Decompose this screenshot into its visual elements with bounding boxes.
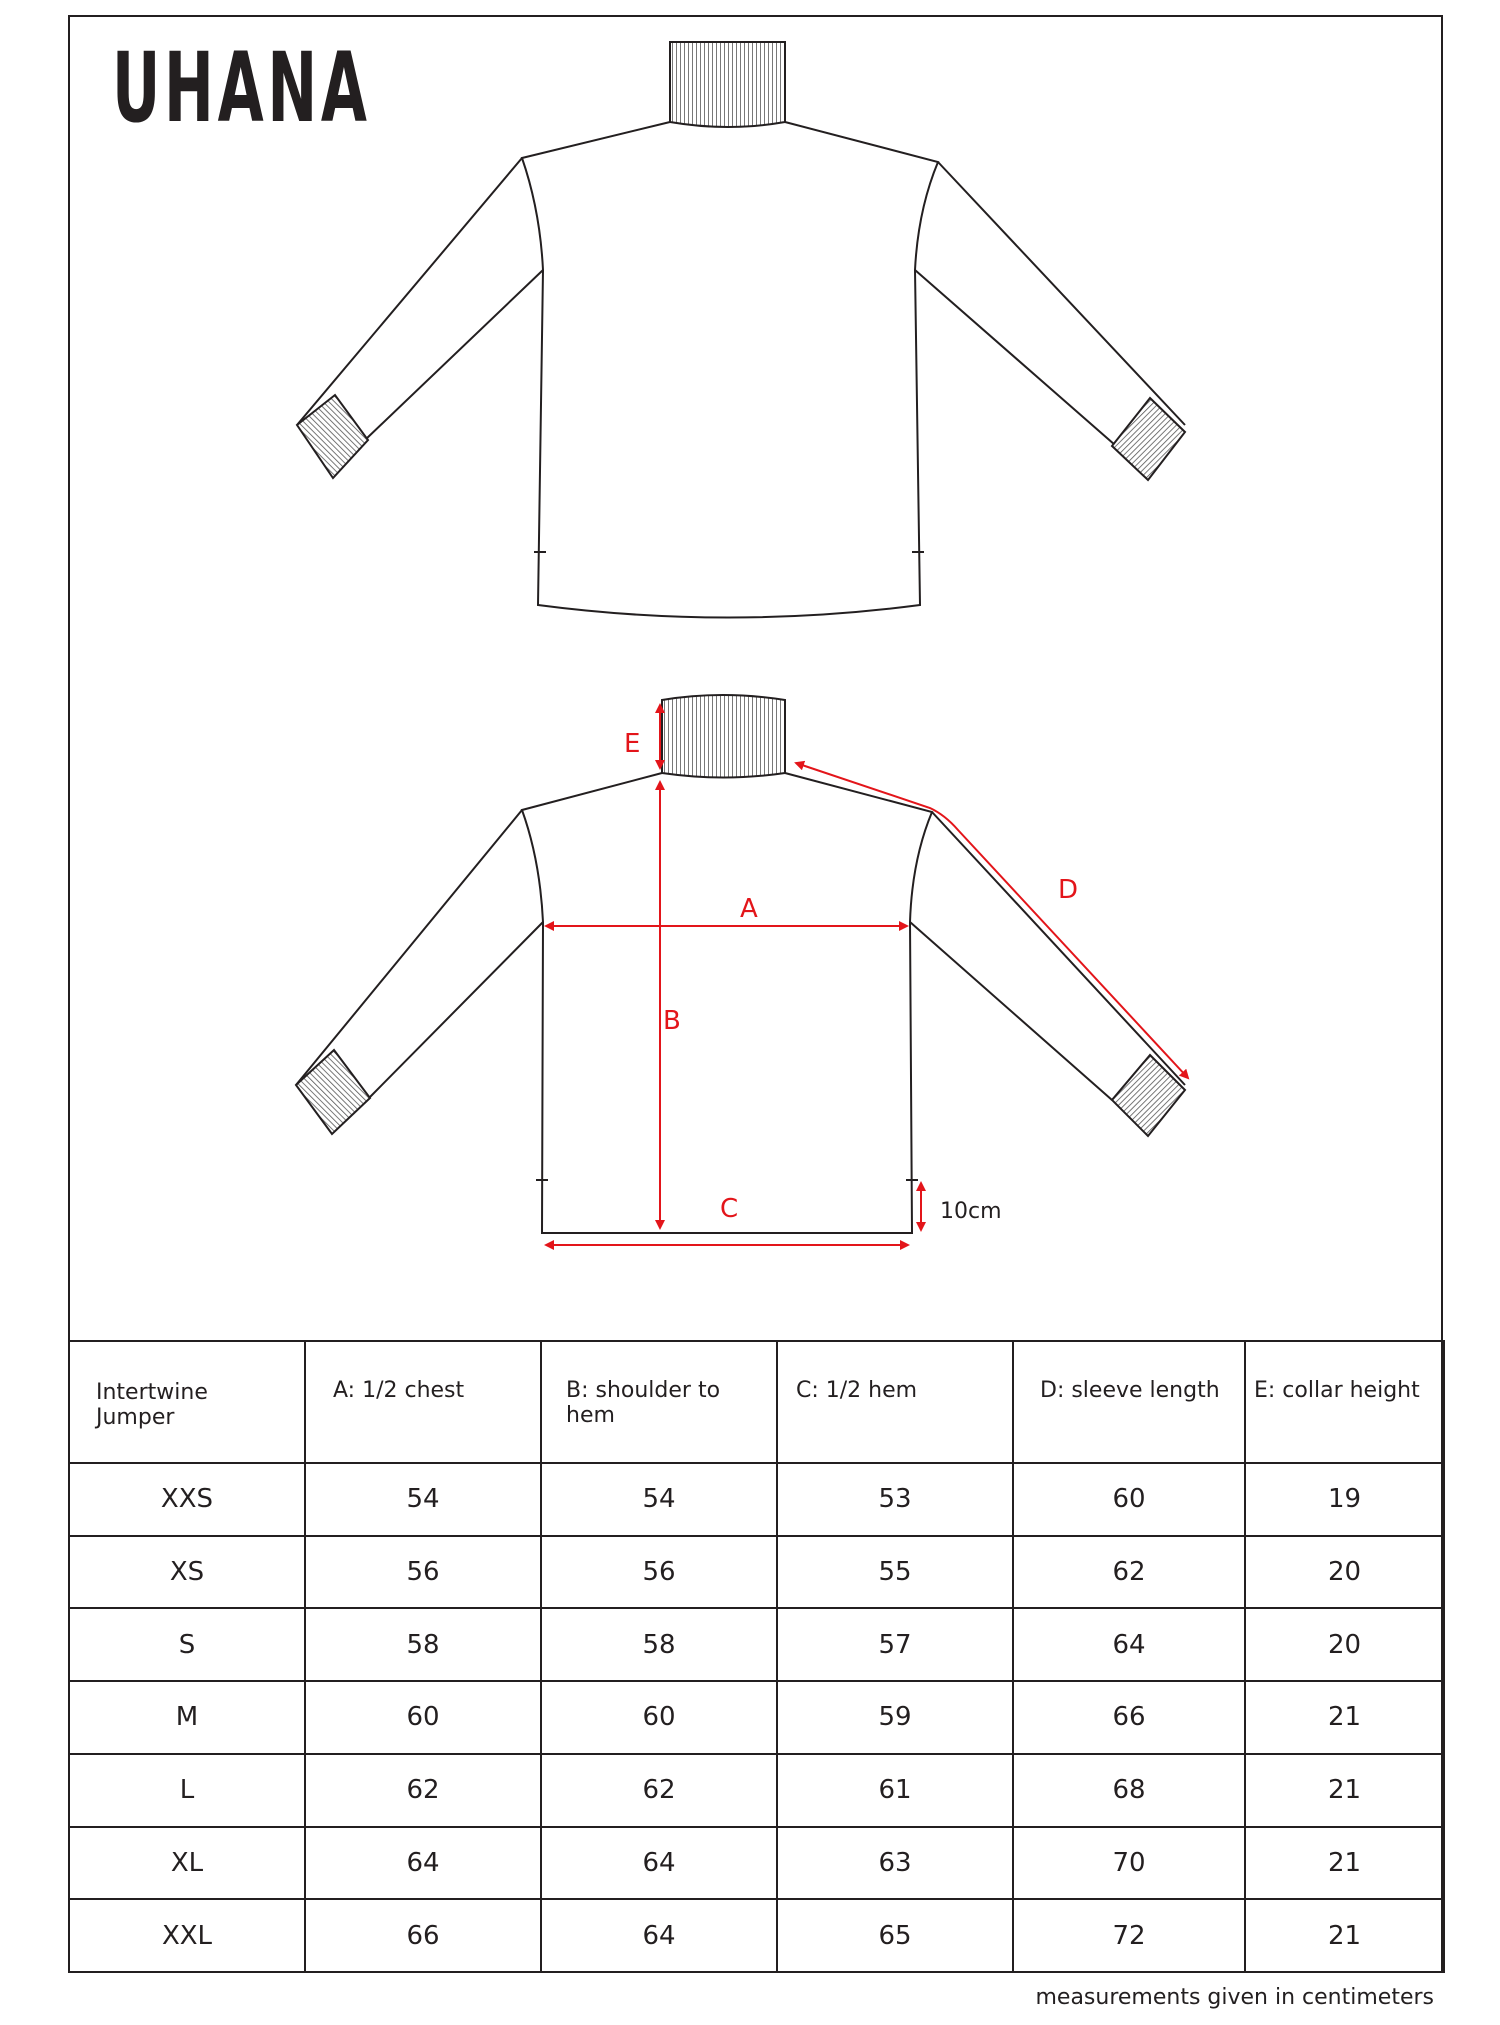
hem-cell: 57 xyxy=(777,1608,1013,1681)
collar-cell: 21 xyxy=(1245,1681,1444,1754)
size-cell: XXL xyxy=(69,1899,305,1972)
shoulder-cell: 60 xyxy=(541,1681,777,1754)
hem-cell: 61 xyxy=(777,1754,1013,1827)
table-row xyxy=(69,1463,1444,1536)
sleeve-cell: 72 xyxy=(1013,1899,1245,1972)
hem-cell: 55 xyxy=(777,1536,1013,1609)
label-c: C xyxy=(720,1194,739,1224)
header-hem: C: 1/2 hem xyxy=(777,1341,1013,1463)
shoulder-cell: 56 xyxy=(541,1536,777,1609)
sleeve-cell: 64 xyxy=(1013,1608,1245,1681)
sleeve-cell: 60 xyxy=(1013,1463,1245,1536)
label-b: B xyxy=(663,1006,681,1036)
measure-d-arrow xyxy=(796,763,1188,1078)
collar-cell: 20 xyxy=(1245,1608,1444,1681)
collar-cell: 21 xyxy=(1245,1754,1444,1827)
collar-cell: 19 xyxy=(1245,1463,1444,1536)
hem-cell: 59 xyxy=(777,1681,1013,1754)
sleeve-cell: 70 xyxy=(1013,1827,1245,1900)
chest-cell: 64 xyxy=(305,1827,541,1900)
size-table xyxy=(68,1340,1445,1973)
table-row xyxy=(69,1536,1444,1609)
size-cell: XXS xyxy=(69,1463,305,1536)
chest-cell: 66 xyxy=(305,1899,541,1972)
table-row xyxy=(69,1754,1444,1827)
hem-cell: 53 xyxy=(777,1463,1013,1536)
shoulder-cell: 64 xyxy=(541,1899,777,1972)
header-sleeve: D: sleeve length xyxy=(1013,1341,1245,1463)
header-collar: E: collar height xyxy=(1245,1341,1444,1463)
chest-cell: 58 xyxy=(305,1608,541,1681)
back-view-drawing xyxy=(296,695,1185,1233)
header-shoulder: B: shoulder to hem xyxy=(541,1341,777,1463)
hem-cell: 63 xyxy=(777,1827,1013,1900)
front-right-cuff xyxy=(1112,398,1185,480)
label-d: D xyxy=(1058,875,1079,905)
size-cell: L xyxy=(69,1754,305,1827)
table-row xyxy=(69,1608,1444,1681)
back-left-cuff xyxy=(296,1050,370,1134)
front-view-drawing xyxy=(297,42,1185,618)
shoulder-cell: 58 xyxy=(541,1608,777,1681)
chest-cell: 62 xyxy=(305,1754,541,1827)
header-garment: Intertwine Jumper xyxy=(69,1341,305,1463)
chest-cell: 56 xyxy=(305,1536,541,1609)
sleeve-cell: 66 xyxy=(1013,1681,1245,1754)
table-row xyxy=(69,1681,1444,1754)
chest-cell: 54 xyxy=(305,1463,541,1536)
units-note: measurements given in centimeters xyxy=(1035,1985,1434,2010)
chest-cell: 60 xyxy=(305,1681,541,1754)
sleeve-cell: 68 xyxy=(1013,1754,1245,1827)
table-row xyxy=(69,1899,1444,1972)
hem-cell: 65 xyxy=(777,1899,1013,1972)
shoulder-cell: 64 xyxy=(541,1827,777,1900)
shoulder-cell: 62 xyxy=(541,1754,777,1827)
sleeve-cell: 62 xyxy=(1013,1536,1245,1609)
size-cell: S xyxy=(69,1608,305,1681)
size-cell: M xyxy=(69,1681,305,1754)
label-slit: 10cm xyxy=(940,1199,1002,1224)
table-header-row xyxy=(69,1341,1444,1463)
collar-cell: 20 xyxy=(1245,1536,1444,1609)
table-row xyxy=(69,1827,1444,1900)
header-chest: A: 1/2 chest xyxy=(305,1341,541,1463)
brand-logo: UHANA xyxy=(112,32,371,144)
size-cell: XS xyxy=(69,1536,305,1609)
size-cell: XL xyxy=(69,1827,305,1900)
collar-cell: 21 xyxy=(1245,1827,1444,1900)
shoulder-cell: 54 xyxy=(541,1463,777,1536)
back-right-cuff xyxy=(1112,1055,1185,1136)
front-left-cuff xyxy=(297,395,368,478)
label-a: A xyxy=(740,894,758,924)
label-e: E xyxy=(624,729,641,759)
collar-cell: 21 xyxy=(1245,1899,1444,1972)
